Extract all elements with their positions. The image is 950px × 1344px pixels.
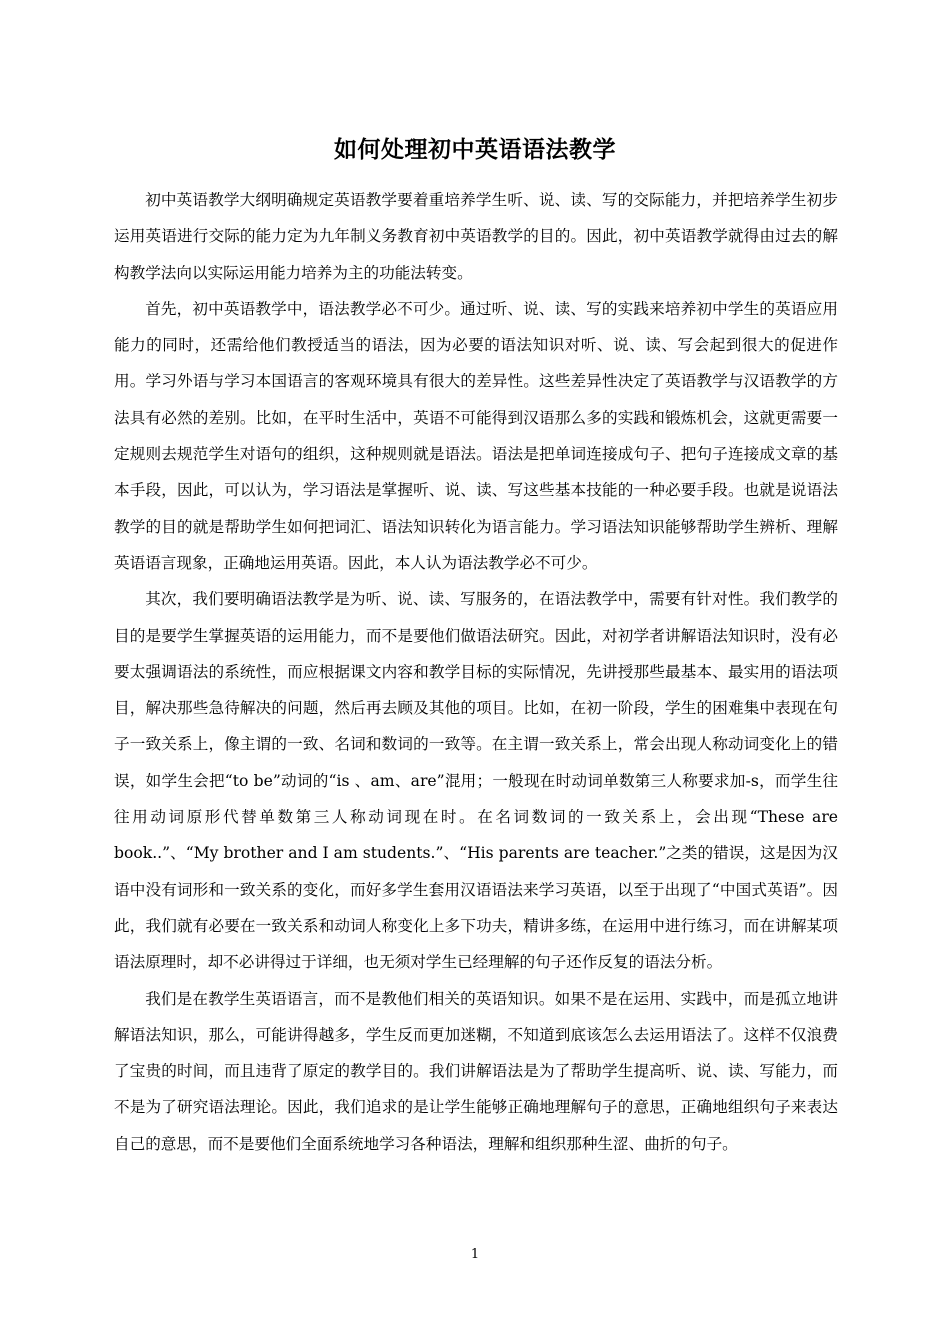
paragraph-3: 其次，我们要明确语法教学是为听、说、读、写服务的，在语法教学中，需要有针对性。我们教学的目的是要学生掌握英语的运用能力，而不是要他们做语法研究。因此，对初学者讲解语法知识时，没有必要太强调语法的系统性，而应根据课文内容和教学目标的实际情况，先讲授那些最基本、最实用的语法项目，解决那些急待解决的问题，然后再去顾及其他的项目。比如，在初一阶段，学生的困难集中表现在句子一致关系上，像主谓的一致、名词和数词的一致等。在主谓一致关系上，常会出现人称动词变化上的错误，如学生会把“to be”动词的“is 、am、are”混用；一般现在时动词单数第三人称要求加-s，而学生往往用动词原形代替单数第三人称动词现在时。在名词数词的一致关系上，会出现“These are book..”、“My brother and I am students.”、“His parents are teacher.”之类的错误，这是因为汉语中没有词形和一致关系的变化，而好多学生套用汉语语法来学习英语，以至于出现了“中国式英语”。因此，我们就有必要在一致关系和动词人称变化上多下功夫，精讲多练，在运用中进行练习，而在讲解某项语法原理时，却不必讲得过于详细，也无须对学生已经理解的句子还作反复的语法分析。 xyxy=(114,590,838,972)
paragraph-4: 我们是在教学生英语语言，而不是教他们相关的英语知识。如果不是在运用、实践中，而是孤立地讲解语法知识，那么，可能讲得越多，学生反而更加迷糊，不知道到底该怎么去运用语法了。这样不仅浪费了宝贵的时间，而且违背了原定的教学目的。我们讲解语法是为了帮助学生提高听、说、读、写能力，而不是为了研究语法理论。因此，我们追求的是让学生能够正确地理解句子的意思，正确地组织句子来表达自己的意思，而不是要他们全面系统地学习各种语法，理解和组织那种生涩、曲折的句子。 xyxy=(114,989,838,1153)
paragraph-2: 首先，初中英语教学中，语法教学必不可少。通过听、说、读、写的实践来培养初中学生的英语应用能力的同时，还需给他们教授适当的语法，因为必要的语法知识对听、说、读、写会起到很大的促进作用。学习外语与学习本国语言的客观环境具有很大的差异性。这些差异性决定了英语教学与汉语教学的方法具有必然的差别。比如，在平时生活中，英语不可能得到汉语那么多的实践和锻炼机会，这就更需要一定规则去规范学生对语句的组织，这种规则就是语法。语法是把单词连接成句子、把句子连接成文章的基本手段，因此，可以认为，学习语法是掌握听、说、读、写这些基本技能的一种必要手段。也就是说语法教学的目的就是帮助学生如何把词汇、语法知识转化为语言能力。学习语法知识能够帮助学生辨析、理解英语语言现象，正确地运用英语。因此，本人认为语法教学必不可少。 xyxy=(114,299,838,572)
page-number: 1 xyxy=(470,1247,480,1262)
document-title: 如何处理初中英语语法教学 xyxy=(334,137,616,163)
document-body xyxy=(114,182,838,1162)
paragraph-1: 初中英语教学大纲明确规定英语教学要着重培养学生听、说、读、写的交际能力，并把培养学生初步运用英语进行交际的能力定为九年制义务教育初中英语教学的目的。因此，初中英语教学就得由过去的解构教学法向以实际运用能力培养为主的功能法转变。 xyxy=(114,191,838,282)
